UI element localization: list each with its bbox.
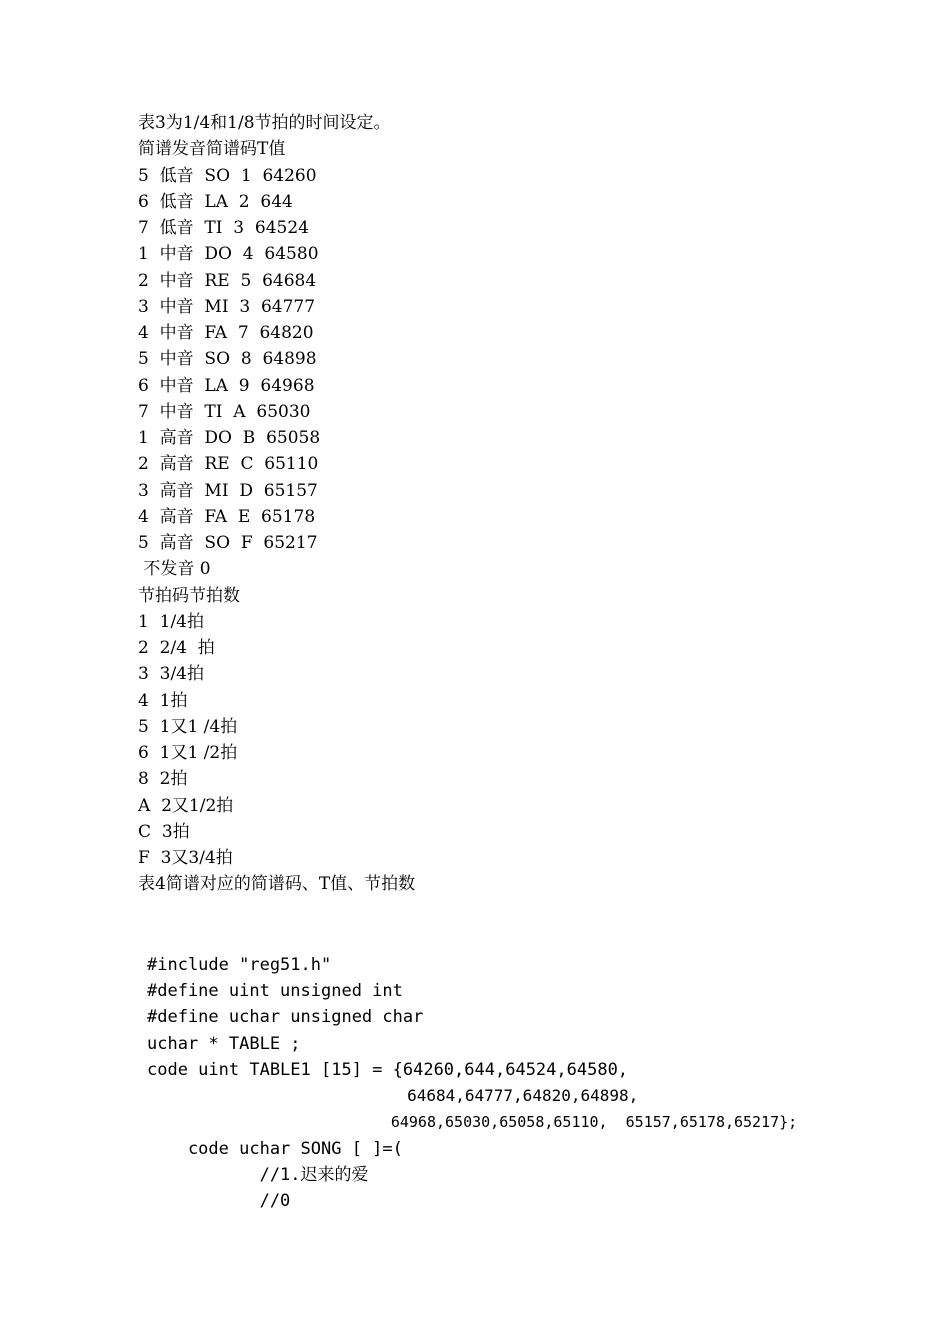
code-line: uchar * TABLE ; xyxy=(147,1034,301,1054)
table3-row: 5 中音 SO 8 64898 xyxy=(138,349,317,369)
table3-row: 5 高音 SO F 65217 xyxy=(138,533,318,553)
table3-row: 2 中音 RE 5 64684 xyxy=(138,271,317,291)
beat-header: 节拍码节拍数 xyxy=(138,586,240,606)
table3-row: 4 高音 FA E 65178 xyxy=(138,507,316,527)
beat-row: 4 1拍 xyxy=(138,691,188,711)
code-line: 64968,65030,65058,65110, 65157,65178,65217}; xyxy=(147,1113,798,1131)
table3-row: 6 低音 LA 2 644 xyxy=(138,192,293,212)
code-line: 64684,64777,64820,64898, xyxy=(147,1086,639,1105)
beat-row: 3 3/4拍 xyxy=(138,664,204,684)
table3-row: 1 高音 DO B 65058 xyxy=(138,428,321,448)
beat-row: 2 2/4 拍 xyxy=(138,638,215,658)
table3-row: 5 低音 SO 1 64260 xyxy=(138,166,317,186)
code-line: code uint TABLE1 [15] = {64260,644,64524,64580, xyxy=(147,1060,629,1080)
table3-header: 简谱发音简谱码T值 xyxy=(138,139,286,159)
table3-row: 6 中音 LA 9 64968 xyxy=(138,376,315,396)
beat-row: C 3拍 xyxy=(138,822,190,842)
code-line: #define uchar unsigned char xyxy=(147,1007,424,1027)
table3-row: 3 中音 MI 3 64777 xyxy=(138,297,316,317)
beat-row: A 2又1/2拍 xyxy=(138,796,234,816)
table3-row: 2 高音 RE C 65110 xyxy=(138,454,319,474)
beat-row: 1 1/4拍 xyxy=(138,612,204,632)
code-line: #define uint unsigned int xyxy=(147,981,403,1001)
table3-row: 7 低音 TI 3 64524 xyxy=(138,218,309,238)
table3-row: 1 中音 DO 4 64580 xyxy=(138,244,319,264)
table3-row: 7 中音 TI A 65030 xyxy=(138,402,311,422)
code-line: //1.迟来的爱 xyxy=(147,1165,369,1185)
table3-row: 3 高音 MI D 65157 xyxy=(138,481,318,501)
beat-row: F 3又3/4拍 xyxy=(138,848,233,868)
code-line: code uchar SONG [ ]=( xyxy=(147,1139,403,1159)
beat-row: 6 1又1 /2拍 xyxy=(138,743,238,763)
table3-row: 不发音 0 xyxy=(138,559,211,579)
table3-row: 4 中音 FA 7 64820 xyxy=(138,323,314,343)
code-line: //0 xyxy=(147,1191,291,1211)
beat-row: 5 1又1 /4拍 xyxy=(138,717,238,737)
table4-caption: 表4简谱对应的简谱码、T值、节拍数 xyxy=(138,874,416,894)
code-line: #include "reg51.h" xyxy=(147,955,332,975)
beat-row: 8 2拍 xyxy=(138,769,188,789)
intro-text: 表3为1/4和1/8节拍的时间设定。 xyxy=(138,113,391,133)
